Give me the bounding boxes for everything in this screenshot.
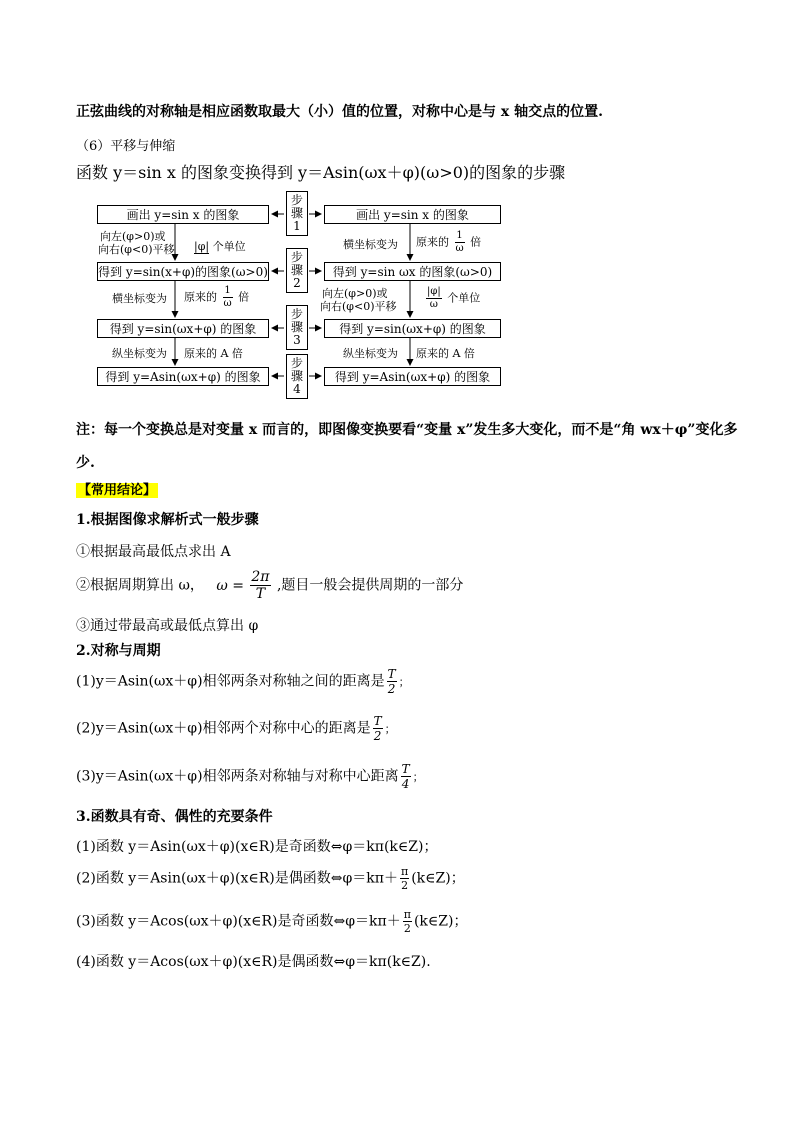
- section-3-item-2: [76, 866, 465, 891]
- left-label-1b: 向右(φ<0)平移: [98, 243, 175, 256]
- section-2-item-1: [76, 668, 410, 695]
- omega-fraction-den: T: [250, 585, 270, 601]
- section-1-item-1: ①根据最高最低点求出 A: [76, 544, 231, 560]
- section-2-title: 2.对称与周期: [76, 643, 161, 659]
- right-label-2-num: |φ|: [427, 286, 441, 297]
- step-1-char-a: 步: [290, 193, 303, 207]
- right-label-3-head: 纵坐标变为: [343, 347, 398, 360]
- section-1-item-2-tail: ,题目一般会提供周期的一部分: [276, 577, 464, 594]
- step-2-char-a: 步: [290, 250, 303, 264]
- step-2-box: [286, 248, 308, 293]
- left-label-2-head: 横坐标变为: [112, 292, 167, 305]
- right-box-4: 得到 y=Asin(ωx+φ) 的图象: [324, 367, 501, 386]
- section-3-item-2-tail: (k∈Z)；: [411, 870, 465, 887]
- right-label-2-tail: 个单位: [447, 291, 481, 305]
- note-line-2: 少.: [76, 455, 95, 471]
- right-label-2b: 向右(φ<0)平移: [320, 300, 397, 313]
- right-label-1-tail: 倍: [470, 235, 482, 249]
- pi-over-2-num: π: [400, 865, 409, 878]
- right-label-2-den: ω: [426, 298, 442, 310]
- step-3-number: 3: [293, 333, 301, 347]
- step-3-char-b: 骤: [290, 320, 303, 334]
- pi-over-2-den: 2: [401, 879, 409, 892]
- diagram-arrows: [0, 0, 794, 400]
- right-label-1-head: 横坐标变为: [343, 238, 398, 251]
- step-3-box: [286, 305, 308, 350]
- section-2-item-1-end: ；: [398, 675, 410, 689]
- pi-over-2-fraction: [400, 866, 409, 891]
- common-heading: [76, 479, 158, 498]
- t-over-2-fraction-b: [373, 715, 383, 742]
- right-label-2-fraction: [426, 287, 442, 310]
- step-4-char-b: 骤: [290, 369, 303, 383]
- left-label-3-head: 纵坐标变为: [112, 347, 167, 360]
- t-over-2-fraction: [387, 668, 397, 695]
- left-box-4: 得到 y=Asin(ωx+φ) 的图象: [97, 367, 269, 386]
- pi-over-2-num-b: π: [403, 908, 411, 921]
- section-6-title: （6）平移与伸缩: [76, 139, 176, 154]
- t-over-2-num-b: T: [373, 714, 382, 728]
- section-3-title: 3.函数具有奇、偶性的充要条件: [76, 809, 273, 825]
- t-over-4-fraction: [401, 763, 411, 790]
- left-label-2-tail: 倍: [238, 290, 250, 304]
- step-4-number: 4: [293, 382, 301, 396]
- section-3-item-1: (1)函数 y＝Asin(ωx＋φ)(x∈R)是奇函数⇔φ＝kπ(k∈Z)；: [76, 839, 438, 855]
- omega-fraction-num: 2π: [251, 569, 270, 585]
- section-1-item-2-head: ②根据周期算出 ω，: [76, 577, 204, 594]
- left-label-1c-phi: |φ|: [194, 240, 210, 253]
- right-label-2a: 向左(φ>0)或: [322, 287, 388, 300]
- left-box-1: 画出 y=sin x 的图象: [97, 205, 269, 224]
- section-2-item-2-text: (2)y＝Asin(ωx＋φ)相邻两个对称中心的距离是: [76, 720, 371, 737]
- section-2-item-3: [76, 763, 424, 790]
- t-over-2-num: T: [387, 667, 396, 681]
- t-over-4-den: 4: [401, 777, 410, 791]
- left-label-2: [184, 286, 249, 309]
- section-2-item-3-end: ；: [412, 770, 424, 784]
- right-label-3-tail: 原来的 A 倍: [416, 347, 475, 360]
- section-1-title: 1.根据图像求解析式一般步骤: [76, 512, 259, 528]
- section-3-item-4: (4)函数 y＝Acos(ωx＋φ)(x∈R)是偶函数⇔φ＝kπ(k∈Z).: [76, 954, 431, 970]
- section-2-item-3-text: (3)y＝Asin(ωx＋φ)相邻两条对称轴与对称中心距离: [76, 768, 399, 785]
- left-label-2-num: 1: [224, 285, 231, 296]
- t-over-2-den-b: 2: [373, 729, 382, 743]
- left-label-2-den: ω: [223, 298, 232, 309]
- right-label-1-den: ω: [455, 243, 464, 254]
- pi-over-2-den-b: 2: [403, 922, 411, 935]
- left-label-2-fraction: [223, 286, 233, 309]
- step-4-char-a: 步: [290, 356, 303, 370]
- pi-over-2-fraction-b: [403, 909, 412, 934]
- right-label-1: [416, 231, 481, 254]
- step-1-char-b: 骤: [290, 206, 303, 220]
- step-3-char-a: 步: [290, 307, 303, 321]
- omega-equals: ω =: [216, 577, 244, 594]
- left-label-1c-tail: 个单位: [212, 240, 246, 253]
- step-1-number: 1: [293, 219, 301, 233]
- left-box-3: 得到 y=sin(ωx+φ) 的图象: [97, 319, 269, 338]
- right-label-2: [424, 287, 480, 310]
- section-2-item-2-end: ；: [384, 722, 396, 736]
- section-2-item-1-text: (1)y＝Asin(ωx＋φ)相邻两条对称轴之间的距离是: [76, 673, 385, 690]
- section-3-item-3-tail: (k∈Z)；: [413, 913, 468, 930]
- step-2-number: 2: [293, 276, 301, 290]
- section-2-item-2: [76, 715, 396, 742]
- t-over-4-num: T: [401, 762, 410, 776]
- symmetry-note: 正弦曲线的对称轴是相应函数取最大（小）值的位置，对称中心是与 x 轴交点的位置.: [76, 104, 603, 120]
- left-label-1a: 向左(φ>0)或: [100, 230, 166, 243]
- common-heading-text: 【常用结论】: [78, 483, 157, 498]
- section-6-subtitle: 函数 y＝sin x 的图象变换得到 y＝Asin(ωx＋φ)(ω>0)的图象的步骤: [76, 163, 566, 182]
- section-3-item-3-head: (3)函数 y＝Acos(ωx＋φ)(x∈R)是奇函数⇔φ＝kπ＋: [76, 913, 401, 930]
- note-line-1: 注：每一个变换总是对变量 x 而言的，即图像变换要看“变量 x”发生多大变化，而不是“角 wx＋φ”变化多: [76, 422, 738, 438]
- left-label-1c: [194, 238, 246, 254]
- right-label-1-fraction: [455, 231, 465, 254]
- step-4-box: [286, 354, 308, 399]
- right-label-1-mid: 原来的: [416, 235, 449, 249]
- right-label-1-num: 1: [456, 230, 463, 241]
- left-box-2: 得到 y=sin(x+φ)的图象(ω>0): [97, 262, 269, 281]
- right-box-1: 画出 y=sin x 的图象: [324, 205, 501, 224]
- left-label-2-mid: 原来的: [184, 290, 217, 304]
- section-3-item-2-head: (2)函数 y＝Asin(ωx＋φ)(x∈R)是偶函数⇔φ＝kπ＋: [76, 870, 398, 887]
- left-label-3-tail: 原来的 A 倍: [184, 347, 243, 360]
- section-3-item-3: [76, 909, 467, 934]
- t-over-2-den: 2: [387, 682, 396, 696]
- step-2-char-b: 骤: [290, 263, 303, 277]
- right-box-3: 得到 y=sin(ωx+φ) 的图象: [324, 319, 501, 338]
- right-box-2: 得到 y=sin ωx 的图象(ω>0): [324, 262, 501, 281]
- omega-fraction: [250, 570, 270, 601]
- step-1-box: [286, 191, 308, 236]
- section-1-item-2: [76, 570, 463, 601]
- section-1-item-3: ③通过带最高或最低点算出 φ: [76, 618, 259, 634]
